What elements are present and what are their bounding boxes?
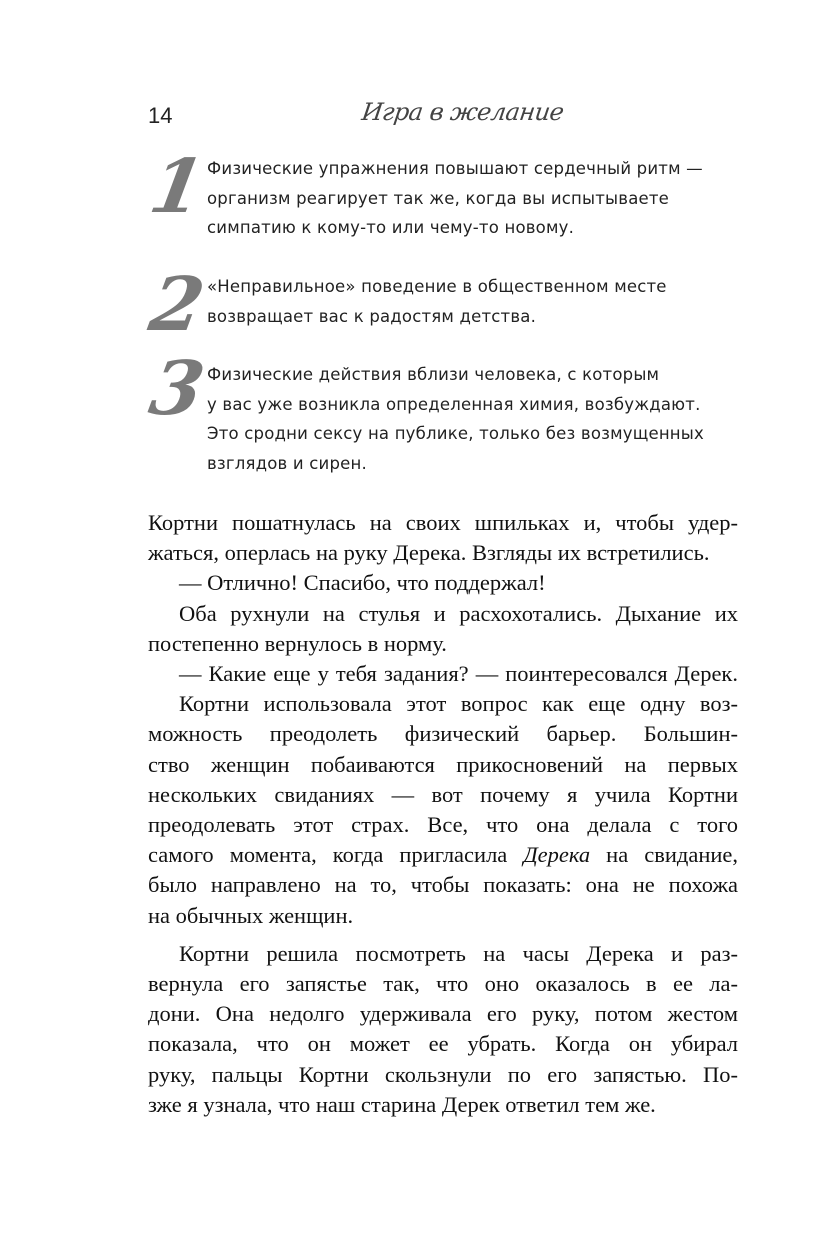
body-line: Кортни решила посмотреть на часы Дерека и раз- — [179, 940, 738, 966]
tip-line: у вас уже возникла определенная химия, возбуждают. — [207, 394, 701, 414]
body-fragment: на свидание, — [606, 842, 739, 868]
tip-number-1: 1 — [143, 144, 211, 230]
body-line: можность преодолеть физический барьер. Большин- — [148, 721, 738, 747]
tip-line: симпатию к кому-то или чему-то новому. — [207, 218, 575, 237]
tip-text-1 — [207, 154, 707, 243]
tip-line: взглядов и сирен. — [207, 453, 367, 473]
tip-number-3: 3 — [143, 346, 211, 432]
tip-line: Это сродни сексу на публике, только без возмущенных — [207, 424, 704, 443]
body-text — [148, 508, 738, 1120]
body-line: постепенно вернулось в норму. — [148, 630, 447, 656]
italic-name: Дерека — [523, 842, 591, 868]
tip-line: возвращает вас к радостям детства. — [207, 306, 537, 326]
dialogue-line: — Какие еще у тебя задания? — поинтересовался Дерек. — [179, 661, 738, 687]
tip-text-3 — [207, 360, 707, 478]
tip-line: «Неправильное» поведение в общественном месте — [207, 277, 667, 296]
body-line: преодолевать этот страх. Все, что она делала с того — [148, 812, 738, 838]
tip-line: Физические упражнения повышают сердечный ритм — — [207, 159, 703, 178]
tip-line: организм реагирует так же, когда вы испытываете — [207, 188, 670, 208]
dialogue-line: — Отлично! Спасибо, что поддержал! — [179, 570, 546, 596]
body-line: показала, что он может ее убрать. Когда он убирал — [148, 1031, 738, 1057]
body-line: руку, пальцы Кортни скользнули по его запястью. По- — [148, 1061, 738, 1087]
body-line: жаться, оперлась на руку Дерека. Взгляды их встретились. — [148, 540, 710, 566]
body-line: ство женщин побаиваются прикосновений на первых — [148, 751, 738, 777]
tip-number-2: 2 — [143, 262, 211, 348]
running-title: Игра в желание — [360, 98, 566, 126]
body-line: Кортни пошатнулась на своих шпильках и, чтобы удер- — [148, 510, 738, 535]
body-line — [148, 840, 738, 870]
page-number: 14 — [148, 103, 173, 128]
tip-text-2 — [207, 272, 707, 331]
body-fragment: самого момента, когда пригласила — [148, 842, 508, 868]
body-line: зже я узнала, что наш старина Дерек ответил тем же. — [148, 1091, 656, 1117]
body-line: было направлено на то, чтобы показать: она не похожа — [148, 872, 738, 898]
body-line: на обычных женщин. — [148, 902, 354, 928]
body-line: Оба рухнули на стулья и расхохотались. Дыхание их — [179, 600, 738, 626]
body-line: нескольких свиданиях — вот почему я учила Кортни — [148, 781, 738, 807]
body-line: вернула его запястье так, что оно оказалось в ее ла- — [148, 971, 738, 997]
body-line: Кортни использовала этот вопрос как еще одну воз- — [179, 691, 738, 717]
body-line: дони. Она недолго удерживала его руку, потом жестом — [148, 1001, 738, 1027]
tip-line: Физические действия вблизи человека, с которым — [207, 365, 660, 384]
paragraph-gap — [148, 931, 738, 939]
